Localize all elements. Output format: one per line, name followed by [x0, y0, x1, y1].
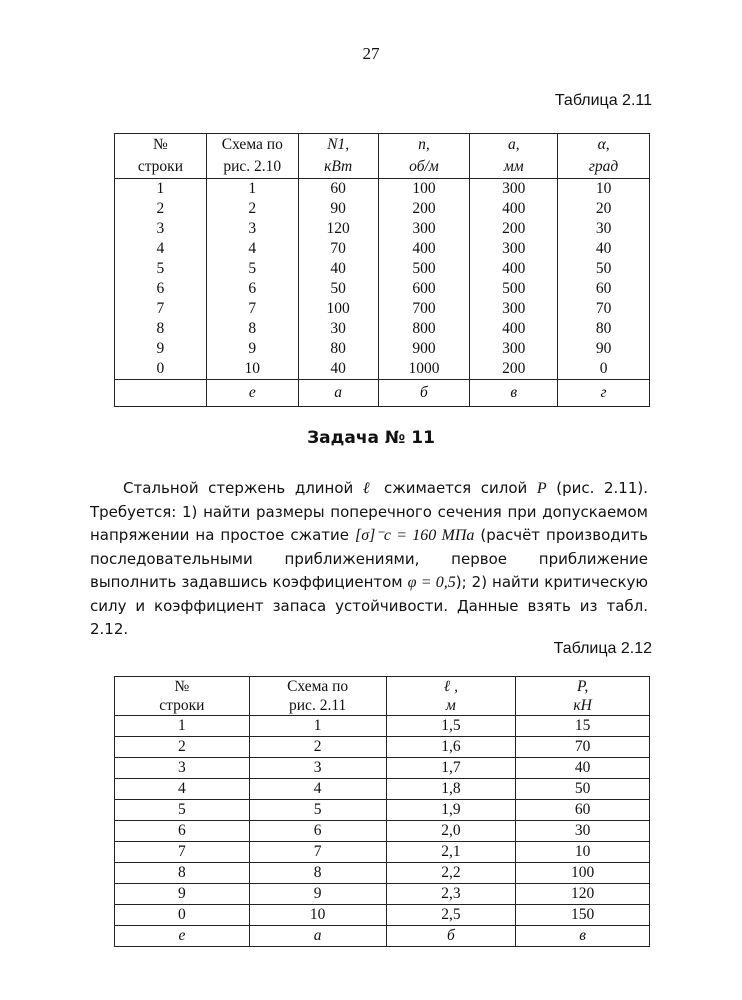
table-cell: 9: [249, 884, 386, 905]
table-cell: 300: [470, 299, 558, 319]
header-a: a,: [470, 134, 558, 157]
header-power-unit: кВт: [298, 156, 378, 179]
table-cell: 2: [115, 199, 207, 219]
header-scheme-line2: рис. 2.11: [249, 696, 386, 716]
footer-cell: б: [378, 380, 470, 407]
table-cell: 400: [378, 239, 470, 259]
table-cell: 60: [516, 800, 650, 821]
table-cell: 9: [115, 884, 250, 905]
table-cell: 6: [115, 279, 207, 299]
header-row-number-line2: строки: [115, 156, 207, 179]
table-cell: 100: [298, 299, 378, 319]
table-cell: 70: [516, 737, 650, 758]
header-force: P,: [516, 677, 650, 697]
table-2-11-caption: Таблица 2.11: [554, 92, 652, 109]
table-cell: 2,0: [386, 821, 516, 842]
text-fragment: (расчёт производить последовательными приближениями, первое приближение выполнить задавшись коэффициентом: [90, 526, 648, 591]
text-fragment: сжимается силой: [374, 479, 537, 497]
table-cell: 150: [516, 905, 650, 926]
header-a-unit: мм: [470, 156, 558, 179]
header-length-unit: м: [386, 696, 516, 716]
table-row: [115, 179, 650, 200]
header-power: N1,: [298, 134, 378, 157]
header-scheme: Схема по: [206, 134, 298, 157]
table-cell: 6: [206, 279, 298, 299]
task-text: [90, 477, 648, 642]
table-cell: 6: [115, 821, 250, 842]
table-row: [115, 716, 650, 737]
table-cell: 10: [558, 179, 650, 200]
table-cell: 30: [558, 219, 650, 239]
text-fragment: (рис. 2.11). Требуется: 1) найти размеры поперечного сечения при допускаемом напряжении на простое сжатие: [90, 479, 648, 544]
table-cell: 90: [558, 339, 650, 359]
header-alpha: α,: [558, 134, 650, 157]
footer-cell: г: [558, 380, 650, 407]
table-cell: 50: [516, 779, 650, 800]
table-row: [115, 199, 650, 219]
table-cell: 1,9: [386, 800, 516, 821]
table-cell: 0: [558, 359, 650, 380]
force-symbol: P: [536, 480, 547, 497]
table-cell: 1,5: [386, 716, 516, 737]
table-row: [115, 779, 650, 800]
table-row: [115, 359, 650, 380]
table-cell: 400: [470, 259, 558, 279]
table-row: [115, 905, 650, 926]
table-cell: 4: [115, 239, 207, 259]
task-title: Задача № 11: [307, 428, 435, 448]
text-fragment: Стальной стержень длиной: [123, 479, 363, 497]
table-cell: 10: [249, 905, 386, 926]
table-row: [115, 737, 650, 758]
table-cell: 0: [115, 905, 250, 926]
table-row: [115, 279, 650, 299]
table-cell: 90: [298, 199, 378, 219]
table-2-12-body: [115, 716, 650, 926]
table-cell: 7: [115, 842, 250, 863]
table-2-12-footer-row: [115, 926, 650, 947]
table-2-12: [114, 676, 650, 947]
table-cell: 400: [470, 199, 558, 219]
table-row: [115, 319, 650, 339]
table-cell: 40: [558, 239, 650, 259]
table-cell: 4: [115, 779, 250, 800]
table-row: [115, 884, 650, 905]
header-alpha-unit: град: [558, 156, 650, 179]
table-cell: 8: [249, 863, 386, 884]
table-cell: 2,3: [386, 884, 516, 905]
table-cell: 700: [378, 299, 470, 319]
table-row: [115, 821, 650, 842]
table-cell: 5: [115, 800, 250, 821]
table-cell: 20: [558, 199, 650, 219]
table-cell: 10: [206, 359, 298, 380]
table-cell: 8: [115, 319, 207, 339]
table-cell: 50: [558, 259, 650, 279]
footer-cell: а: [249, 926, 386, 947]
table-row: [115, 339, 650, 359]
table-cell: 6: [249, 821, 386, 842]
task-paragraph: [90, 477, 648, 642]
table-cell: 1: [115, 179, 207, 200]
table-cell: 200: [470, 359, 558, 380]
header-row-number: №: [115, 677, 250, 697]
table-row: [115, 758, 650, 779]
header-force-unit: кН: [516, 696, 650, 716]
table-cell: 50: [298, 279, 378, 299]
table-cell: 70: [298, 239, 378, 259]
table-cell: 2: [115, 737, 250, 758]
table-row: [115, 219, 650, 239]
footer-cell: в: [516, 926, 650, 947]
table-cell: 100: [378, 179, 470, 200]
footer-cell: [115, 380, 207, 407]
table-cell: 80: [298, 339, 378, 359]
page-number: 27: [362, 44, 380, 63]
table-cell: 8: [206, 319, 298, 339]
footer-cell: в: [470, 380, 558, 407]
table-cell: 5: [206, 259, 298, 279]
table-cell: 9: [206, 339, 298, 359]
footer-cell: а: [298, 380, 378, 407]
length-symbol: ℓ: [362, 480, 375, 497]
phi-formula: φ = 0,5: [407, 574, 456, 591]
table-cell: 300: [470, 179, 558, 200]
table-cell: 60: [558, 279, 650, 299]
table-cell: 400: [470, 319, 558, 339]
table-cell: 5: [249, 800, 386, 821]
table-cell: 7: [206, 299, 298, 319]
table-cell: 300: [470, 339, 558, 359]
header-speed: n,: [378, 134, 470, 157]
table-row: [115, 842, 650, 863]
table-cell: 7: [115, 299, 207, 319]
table-cell: 15: [516, 716, 650, 737]
footer-cell: е: [206, 380, 298, 407]
table-cell: 60: [298, 179, 378, 200]
table-cell: 300: [378, 219, 470, 239]
table-cell: 4: [206, 239, 298, 259]
table-cell: 3: [115, 758, 250, 779]
table-cell: 0: [115, 359, 207, 380]
header-scheme: Схема по: [249, 677, 386, 697]
table-cell: 3: [115, 219, 207, 239]
table-cell: 4: [249, 779, 386, 800]
header-row-number: №: [115, 134, 207, 157]
table-cell: 2: [206, 199, 298, 219]
table-row: [115, 800, 650, 821]
table-2-11-body: [115, 179, 650, 380]
table-cell: 1: [249, 716, 386, 737]
table-cell: 2,2: [386, 863, 516, 884]
table-cell: 40: [298, 259, 378, 279]
table-2-11-footer-row: [115, 380, 650, 407]
header-scheme-line2: рис. 2.10: [206, 156, 298, 179]
table-cell: 200: [378, 199, 470, 219]
header-length: ℓ ,: [386, 677, 516, 697]
header-row-number-line2: строки: [115, 696, 250, 716]
table-cell: 7: [249, 842, 386, 863]
table-cell: 2,1: [386, 842, 516, 863]
table-cell: 200: [470, 219, 558, 239]
table-cell: 1000: [378, 359, 470, 380]
footer-cell: е: [115, 926, 250, 947]
table-cell: 10: [516, 842, 650, 863]
table-cell: 120: [516, 884, 650, 905]
table-row: [115, 259, 650, 279]
table-cell: 40: [298, 359, 378, 380]
table-cell: 3: [206, 219, 298, 239]
table-row: [115, 863, 650, 884]
table-cell: 70: [558, 299, 650, 319]
footer-cell: б: [386, 926, 516, 947]
table-cell: 120: [298, 219, 378, 239]
table-cell: 5: [115, 259, 207, 279]
table-cell: 1: [115, 716, 250, 737]
table-cell: 30: [516, 821, 650, 842]
table-cell: 500: [470, 279, 558, 299]
text-fragment: ); 2) найти критическую силу и коэффициент запаса устойчивости. Данные взять из табл. 2.12.: [90, 573, 649, 638]
header-speed-unit: об/м: [378, 156, 470, 179]
stress-formula: [σ]⁻c = 160 МПа: [355, 527, 475, 544]
table-cell: 500: [378, 259, 470, 279]
table-cell: 3: [249, 758, 386, 779]
table-cell: 30: [298, 319, 378, 339]
table-cell: 300: [470, 239, 558, 259]
table-row: [115, 299, 650, 319]
table-cell: 9: [115, 339, 207, 359]
table-cell: 1,8: [386, 779, 516, 800]
table-cell: 1,6: [386, 737, 516, 758]
table-cell: 100: [516, 863, 650, 884]
table-cell: 600: [378, 279, 470, 299]
table-cell: 900: [378, 339, 470, 359]
table-cell: 2,5: [386, 905, 516, 926]
table-cell: 1,7: [386, 758, 516, 779]
table-row: [115, 239, 650, 259]
table-2-11: [114, 133, 650, 407]
table-2-12-caption: Таблица 2.12: [553, 640, 652, 657]
table-cell: 1: [206, 179, 298, 200]
table-cell: 2: [249, 737, 386, 758]
table-cell: 8: [115, 863, 250, 884]
table-cell: 800: [378, 319, 470, 339]
table-cell: 40: [516, 758, 650, 779]
table-cell: 80: [558, 319, 650, 339]
